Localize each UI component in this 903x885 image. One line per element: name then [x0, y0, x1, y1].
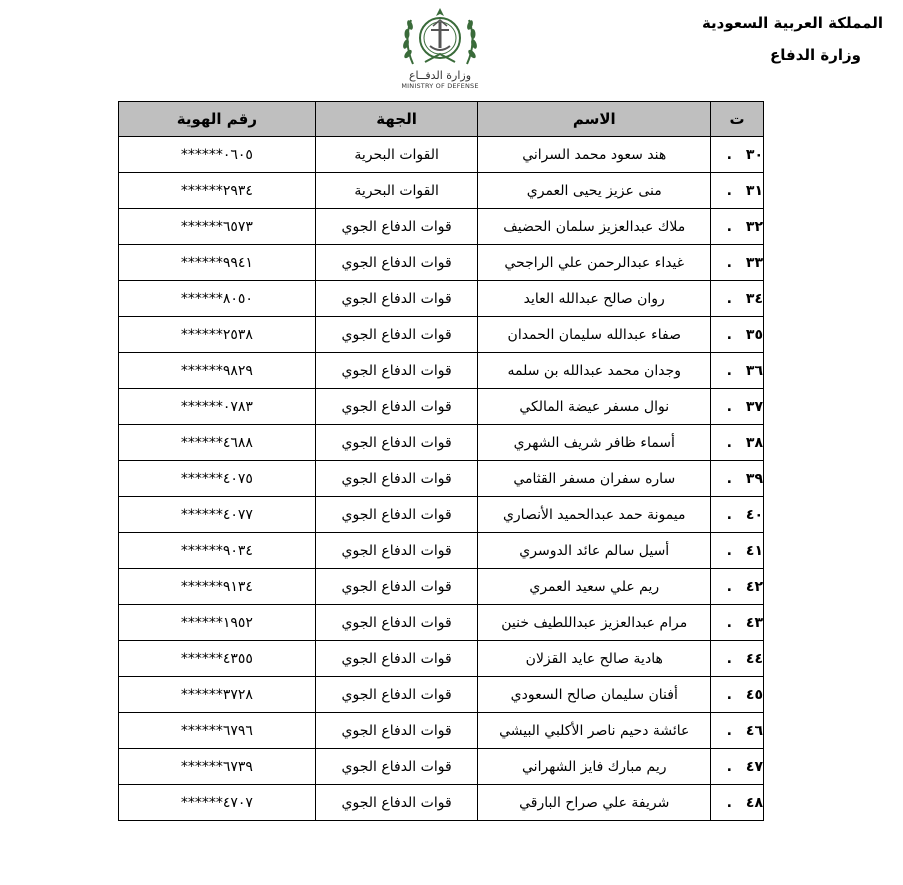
row-name: ريم مبارك فايز الشهراني	[478, 749, 711, 785]
row-id: ******٨٠٥٠	[119, 281, 316, 317]
row-number: ٣٩	[745, 470, 763, 487]
row-id: ******٤٠٧٥	[119, 461, 316, 497]
row-number: ٣٧	[745, 398, 763, 415]
table-row	[119, 461, 764, 497]
ministry-of-defense-emblem-icon	[395, 2, 485, 72]
row-number-cell	[711, 497, 764, 533]
row-number-cell	[711, 137, 764, 173]
row-number-dot: .	[726, 470, 732, 487]
table-row	[119, 425, 764, 461]
row-number-cell	[711, 173, 764, 209]
row-number: ٤٢	[745, 578, 763, 595]
table-row	[119, 641, 764, 677]
table-row	[119, 209, 764, 245]
row-name: عائشة دحيم ناصر الأكلبي البيشي	[478, 713, 711, 749]
row-dept: قوات الدفاع الجوي	[315, 533, 478, 569]
header-dept: الجهة	[315, 102, 478, 137]
row-number-dot: .	[726, 578, 732, 595]
row-name: مرام عبدالعزيز عبداللطيف خنين	[478, 605, 711, 641]
row-id: ******٦٧٩٦	[119, 713, 316, 749]
row-name: نوال مسفر عيضة المالكي	[478, 389, 711, 425]
row-dept: القوات البحرية	[315, 173, 478, 209]
row-name: صفاء عبدالله سليمان الحمدان	[478, 317, 711, 353]
table-row	[119, 533, 764, 569]
header-name: الاسم	[478, 102, 711, 137]
table-row	[119, 281, 764, 317]
table-row	[119, 497, 764, 533]
row-number-dot: .	[726, 650, 732, 667]
row-name: ملاك عبدالعزيز سلمان الحضيف	[478, 209, 711, 245]
row-id: ******٩٩٤١	[119, 245, 316, 281]
row-number: ٤١	[745, 542, 763, 559]
row-name: ريم علي سعيد العمري	[478, 569, 711, 605]
table-row	[119, 713, 764, 749]
table-row	[119, 785, 764, 821]
row-number-cell	[711, 245, 764, 281]
table-row	[119, 137, 764, 173]
row-number: ٤٦	[745, 722, 763, 739]
row-number-cell	[711, 677, 764, 713]
row-name: روان صالح عبدالله العايد	[478, 281, 711, 317]
row-number: ٣٣	[745, 254, 763, 271]
row-number: ٤٥	[745, 686, 763, 703]
row-number-dot: .	[726, 686, 732, 703]
row-id: ******٦٥٧٣	[119, 209, 316, 245]
row-dept: قوات الدفاع الجوي	[315, 461, 478, 497]
row-number: ٤٣	[745, 614, 763, 631]
row-number: ٤٤	[745, 650, 763, 667]
row-dept: قوات الدفاع الجوي	[315, 749, 478, 785]
table-header-row	[119, 102, 764, 137]
row-number-cell	[711, 317, 764, 353]
row-number-cell	[711, 605, 764, 641]
kingdom-title: المملكة العربية السعودية	[701, 14, 883, 32]
row-number-cell	[711, 785, 764, 821]
header-id: رقم الهوية	[119, 102, 316, 137]
row-number-cell	[711, 425, 764, 461]
row-dept: قوات الدفاع الجوي	[315, 605, 478, 641]
row-number-cell	[711, 533, 764, 569]
row-name: غيداء عبدالرحمن علي الراجحي	[478, 245, 711, 281]
row-id: ******١٩٥٢	[119, 605, 316, 641]
row-number-cell	[711, 641, 764, 677]
logo-arabic-text: وزارة الدفــاع	[408, 69, 472, 82]
row-id: ******٩٠٣٤	[119, 533, 316, 569]
row-number: ٣٢	[745, 218, 763, 235]
row-id: ******٢٥٣٨	[119, 317, 316, 353]
ministry-title: وزارة الدفاع	[770, 46, 861, 64]
row-name: وجدان محمد عبدالله بن سلمه	[478, 353, 711, 389]
row-dept: قوات الدفاع الجوي	[315, 677, 478, 713]
row-id: ******٤٧٠٧	[119, 785, 316, 821]
row-id: ******٤٠٧٧	[119, 497, 316, 533]
row-name: ميمونة حمد عبدالحميد الأنصاري	[478, 497, 711, 533]
table-row	[119, 245, 764, 281]
row-number-dot: .	[726, 722, 732, 739]
row-number: ٣٦	[745, 362, 763, 379]
ministry-logo	[390, 2, 490, 98]
document-header	[702, 10, 883, 68]
row-dept: قوات الدفاع الجوي	[315, 569, 478, 605]
row-number-dot: .	[726, 542, 732, 559]
row-number-cell	[711, 749, 764, 785]
row-dept: قوات الدفاع الجوي	[315, 209, 478, 245]
row-number-dot: .	[726, 326, 732, 343]
table-body	[119, 137, 764, 821]
table-row	[119, 569, 764, 605]
row-dept: قوات الدفاع الجوي	[315, 389, 478, 425]
table-row	[119, 605, 764, 641]
roster-table	[118, 101, 764, 821]
row-number-dot: .	[726, 146, 732, 163]
row-name: شريفة علي صراح البارقي	[478, 785, 711, 821]
row-dept: قوات الدفاع الجوي	[315, 245, 478, 281]
row-name: أسماء ظافر شريف الشهري	[478, 425, 711, 461]
row-dept: قوات الدفاع الجوي	[315, 713, 478, 749]
row-number-dot: .	[726, 218, 732, 235]
row-dept: قوات الدفاع الجوي	[315, 353, 478, 389]
row-name: هند سعود محمد السراني	[478, 137, 711, 173]
table-row	[119, 353, 764, 389]
row-number-cell	[711, 569, 764, 605]
row-number-dot: .	[726, 254, 732, 271]
row-id: ******٤٣٥٥	[119, 641, 316, 677]
table-row	[119, 173, 764, 209]
logo-english-text: MINISTRY OF DEFENSE	[401, 82, 479, 90]
row-dept: القوات البحرية	[315, 137, 478, 173]
row-number: ٣٠	[745, 146, 763, 163]
row-name: أسيل سالم عائد الدوسري	[478, 533, 711, 569]
row-number-dot: .	[726, 614, 732, 631]
row-dept: قوات الدفاع الجوي	[315, 641, 478, 677]
header-num: ت	[711, 102, 764, 137]
row-number: ٤٨	[745, 794, 763, 811]
table-row	[119, 749, 764, 785]
row-number: ٣٤	[745, 290, 763, 307]
row-number-dot: .	[726, 398, 732, 415]
row-number-dot: .	[726, 290, 732, 307]
row-number-cell	[711, 713, 764, 749]
row-id: ******٢٩٣٤	[119, 173, 316, 209]
table-row	[119, 317, 764, 353]
row-number: ٣٨	[745, 434, 763, 451]
row-id: ******٣٧٢٨	[119, 677, 316, 713]
row-id: ******٩٨٢٩	[119, 353, 316, 389]
row-name: ساره سفران مسفر القثامي	[478, 461, 711, 497]
row-id: ******٦٧٣٩	[119, 749, 316, 785]
row-dept: قوات الدفاع الجوي	[315, 281, 478, 317]
row-name: منى عزيز يحيى العمري	[478, 173, 711, 209]
row-id: ******٩١٣٤	[119, 569, 316, 605]
table-row	[119, 677, 764, 713]
row-number-dot: .	[726, 758, 732, 775]
row-number-cell	[711, 389, 764, 425]
row-name: هادية صالح عايد القزلان	[478, 641, 711, 677]
row-number: ٤٠	[745, 506, 763, 523]
row-id: ******٠٦٠٥	[119, 137, 316, 173]
row-number-dot: .	[726, 794, 732, 811]
row-name: أفنان سليمان صالح السعودي	[478, 677, 711, 713]
row-dept: قوات الدفاع الجوي	[315, 497, 478, 533]
row-number-cell	[711, 209, 764, 245]
table-row	[119, 389, 764, 425]
row-number-cell	[711, 461, 764, 497]
row-id: ******٠٧٨٣	[119, 389, 316, 425]
row-number-cell	[711, 281, 764, 317]
row-number-dot: .	[726, 506, 732, 523]
row-number: ٤٧	[745, 758, 763, 775]
row-number-dot: .	[726, 362, 732, 379]
row-number-dot: .	[726, 182, 732, 199]
row-id: ******٤٦٨٨	[119, 425, 316, 461]
row-number-dot: .	[726, 434, 732, 451]
row-number-cell	[711, 353, 764, 389]
row-dept: قوات الدفاع الجوي	[315, 785, 478, 821]
row-dept: قوات الدفاع الجوي	[315, 317, 478, 353]
row-number: ٣٥	[745, 326, 763, 343]
row-dept: قوات الدفاع الجوي	[315, 425, 478, 461]
row-number: ٣١	[745, 182, 763, 199]
